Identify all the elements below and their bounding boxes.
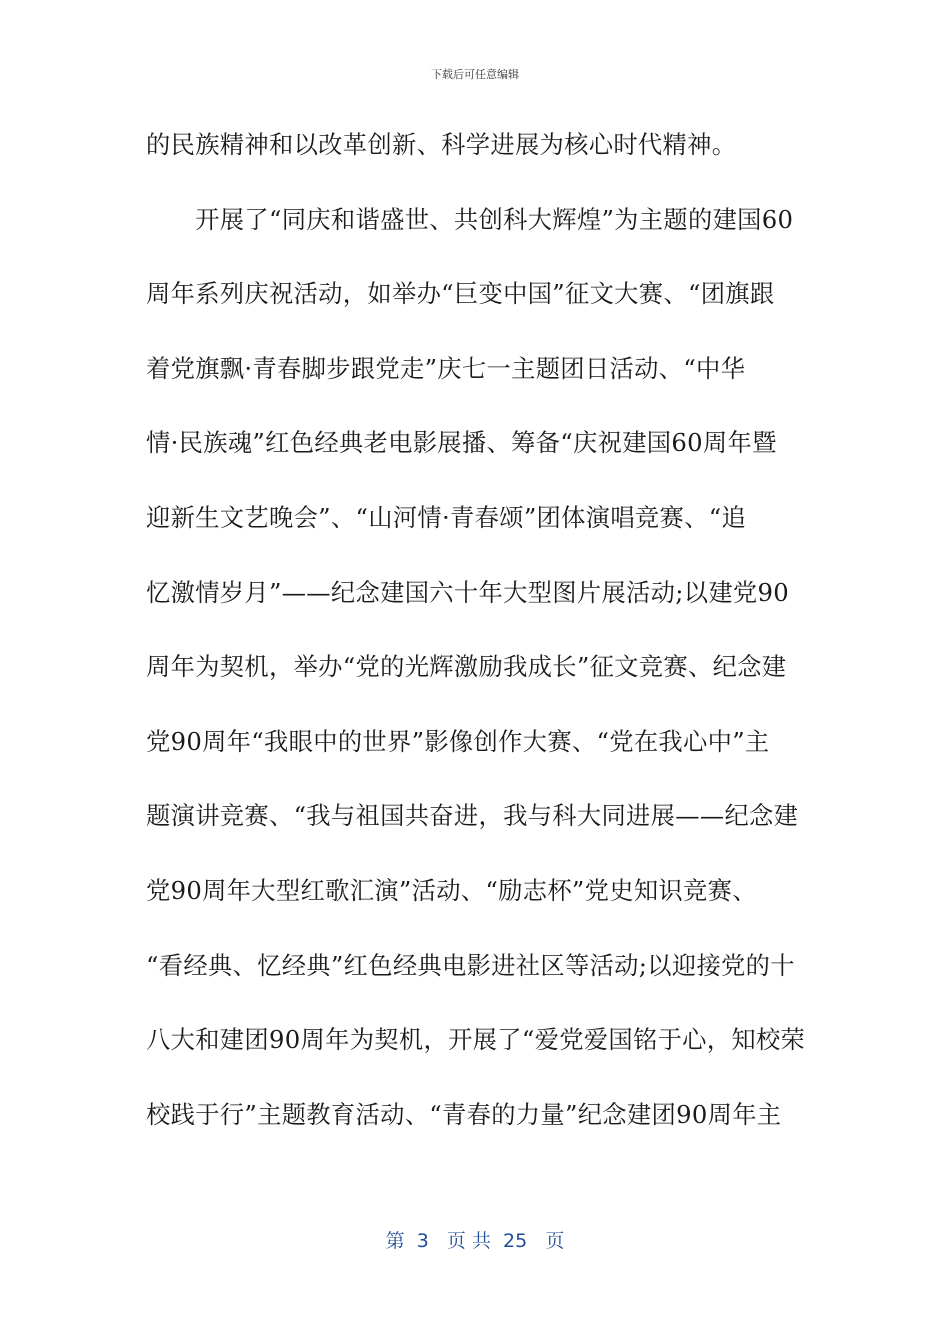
text-line: 开展了“同庆和谐盛世、共创科大辉煌”为主题的建国60 [146, 204, 794, 234]
text-line: 校践于行”主题教育活动、“青春的力量”纪念建团90周年主 [146, 1099, 782, 1129]
body-text [146, 123, 806, 1167]
text-line: 迎新生文艺晚会”、“山河情·青春颂”团体演唱竞赛、“追 [146, 502, 747, 532]
text-line: 忆激情岁月”——纪念建国六十年大型图片展活动;以建党90 [146, 577, 790, 607]
text-line: “看经典、忆经典”红色经典电影进社区等活动;以迎接党的十 [146, 950, 795, 980]
text-line: 党90周年“我眼中的世界”影像创作大赛、“党在我心中”主 [146, 726, 770, 756]
text-line: 八大和建团90周年为契机，开展了“爱党爱国铭于心，知校荣 [146, 1025, 806, 1055]
text-line: 党90周年大型红歌汇演”活动、“励志杯”党史知识竞赛、 [146, 875, 757, 905]
page-header: 下载后可任意编辑 [431, 68, 519, 81]
text-line: 周年系列庆祝活动，如举办“巨变中国”征文大赛、“团旗跟 [146, 279, 775, 309]
text-line: 着党旗飘·青春脚步跟党走”庆七一主题团日活动、“中华 [146, 353, 746, 383]
text-line: 题演讲竞赛、“我与祖国共奋进，我与科大同进展——纪念建 [146, 801, 799, 831]
text-line: 周年为契机，举办“党的光辉激励我成长”征文竞赛、纪念建 [146, 652, 787, 682]
text-line: 的民族精神和以改革创新、科学进展为核心时代精神。 [146, 130, 737, 159]
text-line: 情·民族魂”红色经典老电影展播、筹备“庆祝建国60周年暨 [146, 428, 777, 458]
page-number-footer: 第 3 页 共 25 页 [385, 1230, 565, 1252]
